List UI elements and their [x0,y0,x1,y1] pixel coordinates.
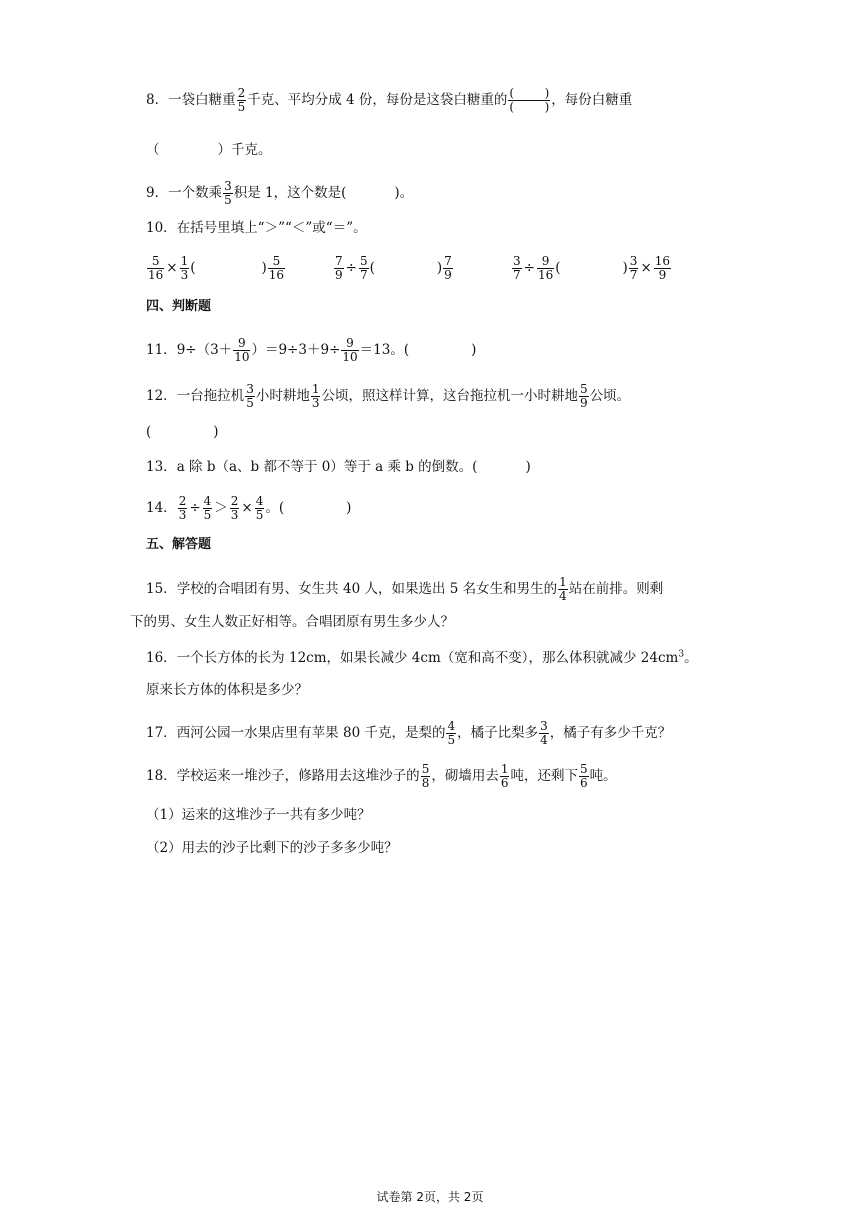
question-18: 18．学校运来一堆沙子，修路用去这堆沙子的 $\frac{5}{8}$ ，砌墙用去 $\frac{1}{6}$ 吨，还剩下 $\frac{5}{6}$ 吨。 [146,762,617,790]
question-9: 9．一个数乘 $\frac{3}{5}$ 积是 1，这个数是( )。 [146,179,414,207]
page-footer: 试卷第 2页，共 2页 [376,1190,484,1204]
question-18-sub-1: （1）运来的这堆沙子一共有多少吨？ [146,807,371,823]
section-heading-solve: 五、解答题 [146,537,212,552]
question-16: 16．一个长方体的长为 12cm，如果长减少 4cm（宽和高不变），那么体积就减少 $24cm^3$。 [146,649,698,666]
comparison-item-2: $\frac{7}{9}$ ÷ $\frac{5}{7}$ ( ) $\frac{7}{9}$ [335,254,452,282]
question-17: 17．西河公园一水果店里有苹果 80 千克，是梨的 $\frac{4}{5}$ ，橘子比梨多 $\frac{3}{4}$ ，橘子有多少千克？ [146,719,672,747]
fraction: $\frac{3}{5}$ [224,179,232,207]
answer-blank-fraction[interactable]: $\frac{( )}{( )}$ [509,86,550,114]
question-14: 14． $\frac{2}{3}$ ÷ $\frac{4}{5}$ ＞ $\frac{2}{3}$ × $\frac{4}{5}$ 。( ) [146,494,352,522]
comparison-item-3: $\frac{3}{7}$ ÷ $\frac{9}{16}$ ( ) $\frac{3}{7}$ × $\frac{16}{9}$ [513,254,671,282]
section-heading-judgement: 四、判断题 [146,299,212,314]
question-10: 10．在括号里填上“＞”“＜”或“＝”。 [146,220,367,236]
question-12-line-2: ( ) [146,424,219,440]
question-15: 15．学校的合唱团有男、女生共 40 人，如果选出 5 名女生和男生的 $\frac{1}{4}$ 站在前排。则剩 [146,575,664,603]
question-8: 8．一袋白糖重 $\frac{2}{5}$ 千克、平均分成 4 份，每份是这袋白糖重的 $\frac{( )}{( )}$ ，每份白糖重 [146,86,633,114]
question-18-sub-2: （2）用去的沙子比剩下的沙子多多少吨？ [146,840,398,856]
question-13: 13．a 除 b（a、b 都不等于 0）等于 a 乘 b 的倒数。( ) [146,459,531,475]
question-15-line-2: 下的男、女生人数正好相等。合唱团原有男生多少人？ [130,614,454,630]
question-16-line-2: 原来长方体的体积是多少？ [146,682,308,698]
question-8-line-2: （ ）千克。 [146,142,272,158]
comparison-item-1: $\frac{5}{16}$ × $\frac{1}{3}$ ( ) $\frac{5}{16}$ [148,254,285,282]
fraction: $\frac{2}{5}$ [237,86,246,114]
question-11: 11．9÷（3＋ $\frac{9}{10}$ ）＝9÷3＋9÷ $\frac{9}{10}$ ＝13。( ) [146,336,477,364]
question-12: 12．一台拖拉机 $\frac{3}{5}$ 小时耕地 $\frac{1}{3}$ 公顷，照这样计算，这台拖拉机一小时耕地 $\frac{5}{9}$ 公顷。 [146,382,631,410]
